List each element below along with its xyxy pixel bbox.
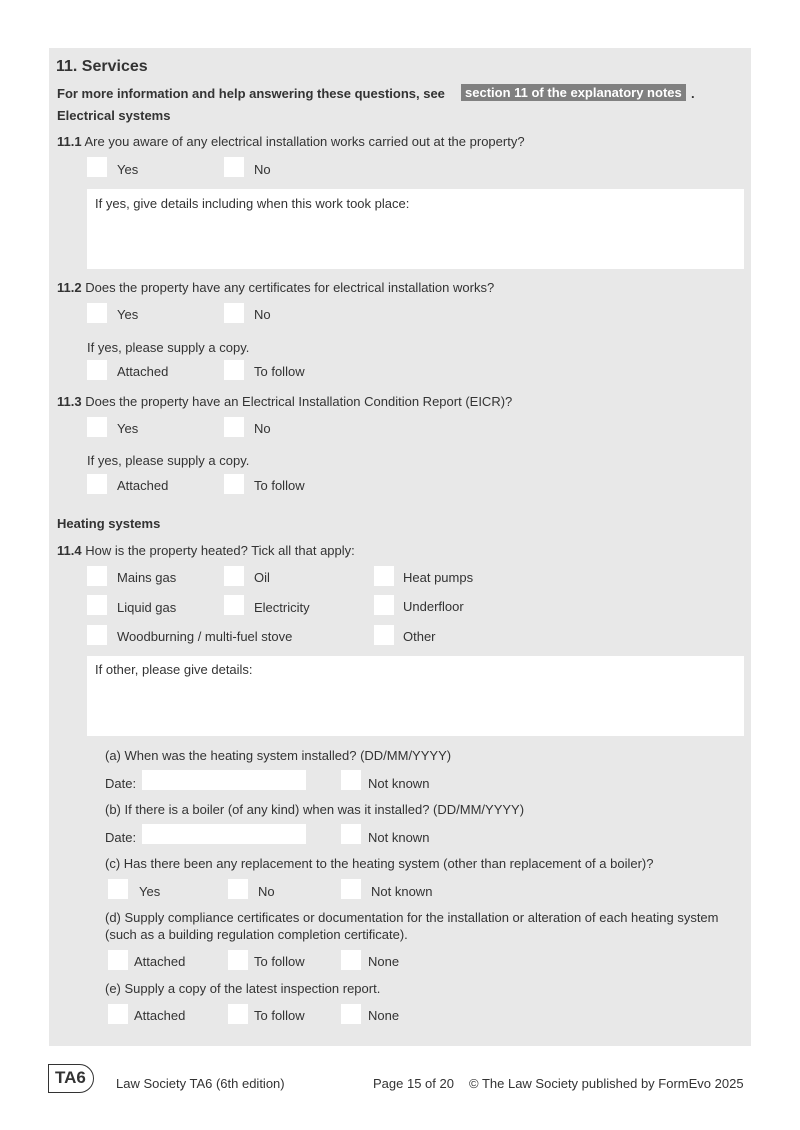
heating-d-follow-label: To follow [254,954,305,969]
other-label: Other [403,629,436,644]
heating-d-attached-checkbox[interactable] [108,950,128,970]
heating-b-date-input[interactable] [142,824,306,844]
q11-2-question [57,280,494,295]
q11-1-text: Are you aware of any electrical installation works carried out at the property? [84,134,525,149]
q11-1-details-label: If yes, give details including when this work took place: [95,196,410,211]
electricity-label: Electricity [254,600,310,615]
q11-2-yes-checkbox[interactable] [87,303,107,323]
q11-3-yes-label: Yes [117,421,139,436]
heating-d-attached-label: Attached [134,954,186,969]
heating-d-line2: (such as a building regulation completion certificate). [105,927,408,942]
heating-c-no-label: No [258,884,275,899]
heating-a-date-label: Date: [105,776,137,791]
other-checkbox[interactable] [374,625,394,645]
q11-1-no-checkbox[interactable] [224,157,244,177]
q11-2-follow-label: To follow [254,364,305,379]
other-details-label: If other, please give details: [95,662,253,677]
q11-2-supply-text: If yes, please supply a copy. [87,340,250,355]
heat-pumps-checkbox[interactable] [374,566,394,586]
q11-1-number: 11.1 [57,134,82,149]
heating-c-no-checkbox[interactable] [228,879,248,899]
electricity-checkbox[interactable] [224,595,244,615]
q11-4-text: How is the property heated? Tick all that apply: [85,543,355,558]
woodburning-checkbox[interactable] [87,625,107,645]
q11-4-number: 11.4 [57,543,82,558]
heating-b-not-known-checkbox[interactable] [341,824,361,844]
heating-a-not-known-label: Not known [368,776,430,791]
footer-copyright: © The Law Society published by FormEvo 2025 [469,1076,744,1091]
heating-c-not-known-label: Not known [371,884,433,899]
q11-4-question [57,543,355,558]
heating-d-none-label: None [368,954,400,969]
oil-label: Oil [254,570,270,585]
q11-1-question [57,134,525,149]
heating-e-none-checkbox[interactable] [341,1004,361,1024]
heating-d-line1: (d) Supply compliance certificates or documentation for the installation or alteration of each heating system [105,910,719,925]
q11-1-no-label: No [254,162,271,177]
q11-3-question [57,394,512,409]
liquid-gas-label: Liquid gas [117,600,177,615]
q11-2-number: 11.2 [57,280,82,295]
q11-2-yes-label: Yes [117,307,139,322]
heating-heading: Heating systems [57,516,161,531]
mains-gas-label: Mains gas [117,570,177,585]
q11-3-attached-checkbox[interactable] [87,474,107,494]
footer-form-name: Law Society TA6 (6th edition) [116,1076,285,1091]
heating-c-not-known-checkbox[interactable] [341,879,361,899]
mains-gas-checkbox[interactable] [87,566,107,586]
liquid-gas-checkbox[interactable] [87,595,107,615]
q11-3-number: 11.3 [57,394,82,409]
heating-a-not-known-checkbox[interactable] [341,770,361,790]
q11-3-no-label: No [254,421,271,436]
heating-e-follow-checkbox[interactable] [228,1004,248,1024]
heating-c-yes-label: Yes [139,884,161,899]
electrical-heading: Electrical systems [57,108,171,123]
heating-e-none-label: None [368,1008,400,1023]
heating-d-none-checkbox[interactable] [341,950,361,970]
heating-c-yes-checkbox[interactable] [108,879,128,899]
q11-3-text: Does the property have an Electrical Installation Condition Report (EICR)? [85,394,513,409]
section-title: 11. Services [56,58,148,75]
heating-a-text: (a) When was the heating system installed? (DD/MM/YYYY) [105,748,452,763]
q11-3-follow-label: To follow [254,478,305,493]
q11-2-text: Does the property have any certificates for electrical installation works? [85,280,495,295]
q11-1-yes-checkbox[interactable] [87,157,107,177]
q11-3-supply-text: If yes, please supply a copy. [87,453,250,468]
heating-e-attached-label: Attached [134,1008,186,1023]
intro-suffix: . [691,86,695,101]
underfloor-label: Underfloor [403,599,464,614]
heating-c-text: (c) Has there been any replacement to the heating system (other than replacement of a boiler)? [105,856,654,871]
heating-b-not-known-label: Not known [368,830,430,845]
q11-2-no-label: No [254,307,271,322]
oil-checkbox[interactable] [224,566,244,586]
explanatory-notes-link[interactable]: section 11 of the explanatory notes [461,84,686,101]
heating-e-follow-label: To follow [254,1008,305,1023]
ta6-logo: TA6 [48,1064,94,1093]
heating-e-text: (e) Supply a copy of the latest inspection report. [105,981,381,996]
heat-pumps-label: Heat pumps [403,570,474,585]
q11-3-yes-checkbox[interactable] [87,417,107,437]
heating-e-attached-checkbox[interactable] [108,1004,128,1024]
q11-1-yes-label: Yes [117,162,139,177]
q11-2-follow-checkbox[interactable] [224,360,244,380]
q11-3-attached-label: Attached [117,478,169,493]
heating-d-follow-checkbox[interactable] [228,950,248,970]
heating-a-date-input[interactable] [142,770,306,790]
section-intro: For more information and help answering these questions, see [57,86,445,101]
q11-2-no-checkbox[interactable] [224,303,244,323]
heating-b-text: (b) If there is a boiler (of any kind) when was it installed? (DD/MM/YYYY) [105,802,525,817]
underfloor-checkbox[interactable] [374,595,394,615]
q11-2-attached-label: Attached [117,364,169,379]
q11-2-attached-checkbox[interactable] [87,360,107,380]
q11-3-follow-checkbox[interactable] [224,474,244,494]
heating-b-date-label: Date: [105,830,137,845]
woodburning-label: Woodburning / multi-fuel stove [117,629,293,644]
footer-page-number: Page 15 of 20 [373,1076,454,1091]
q11-3-no-checkbox[interactable] [224,417,244,437]
